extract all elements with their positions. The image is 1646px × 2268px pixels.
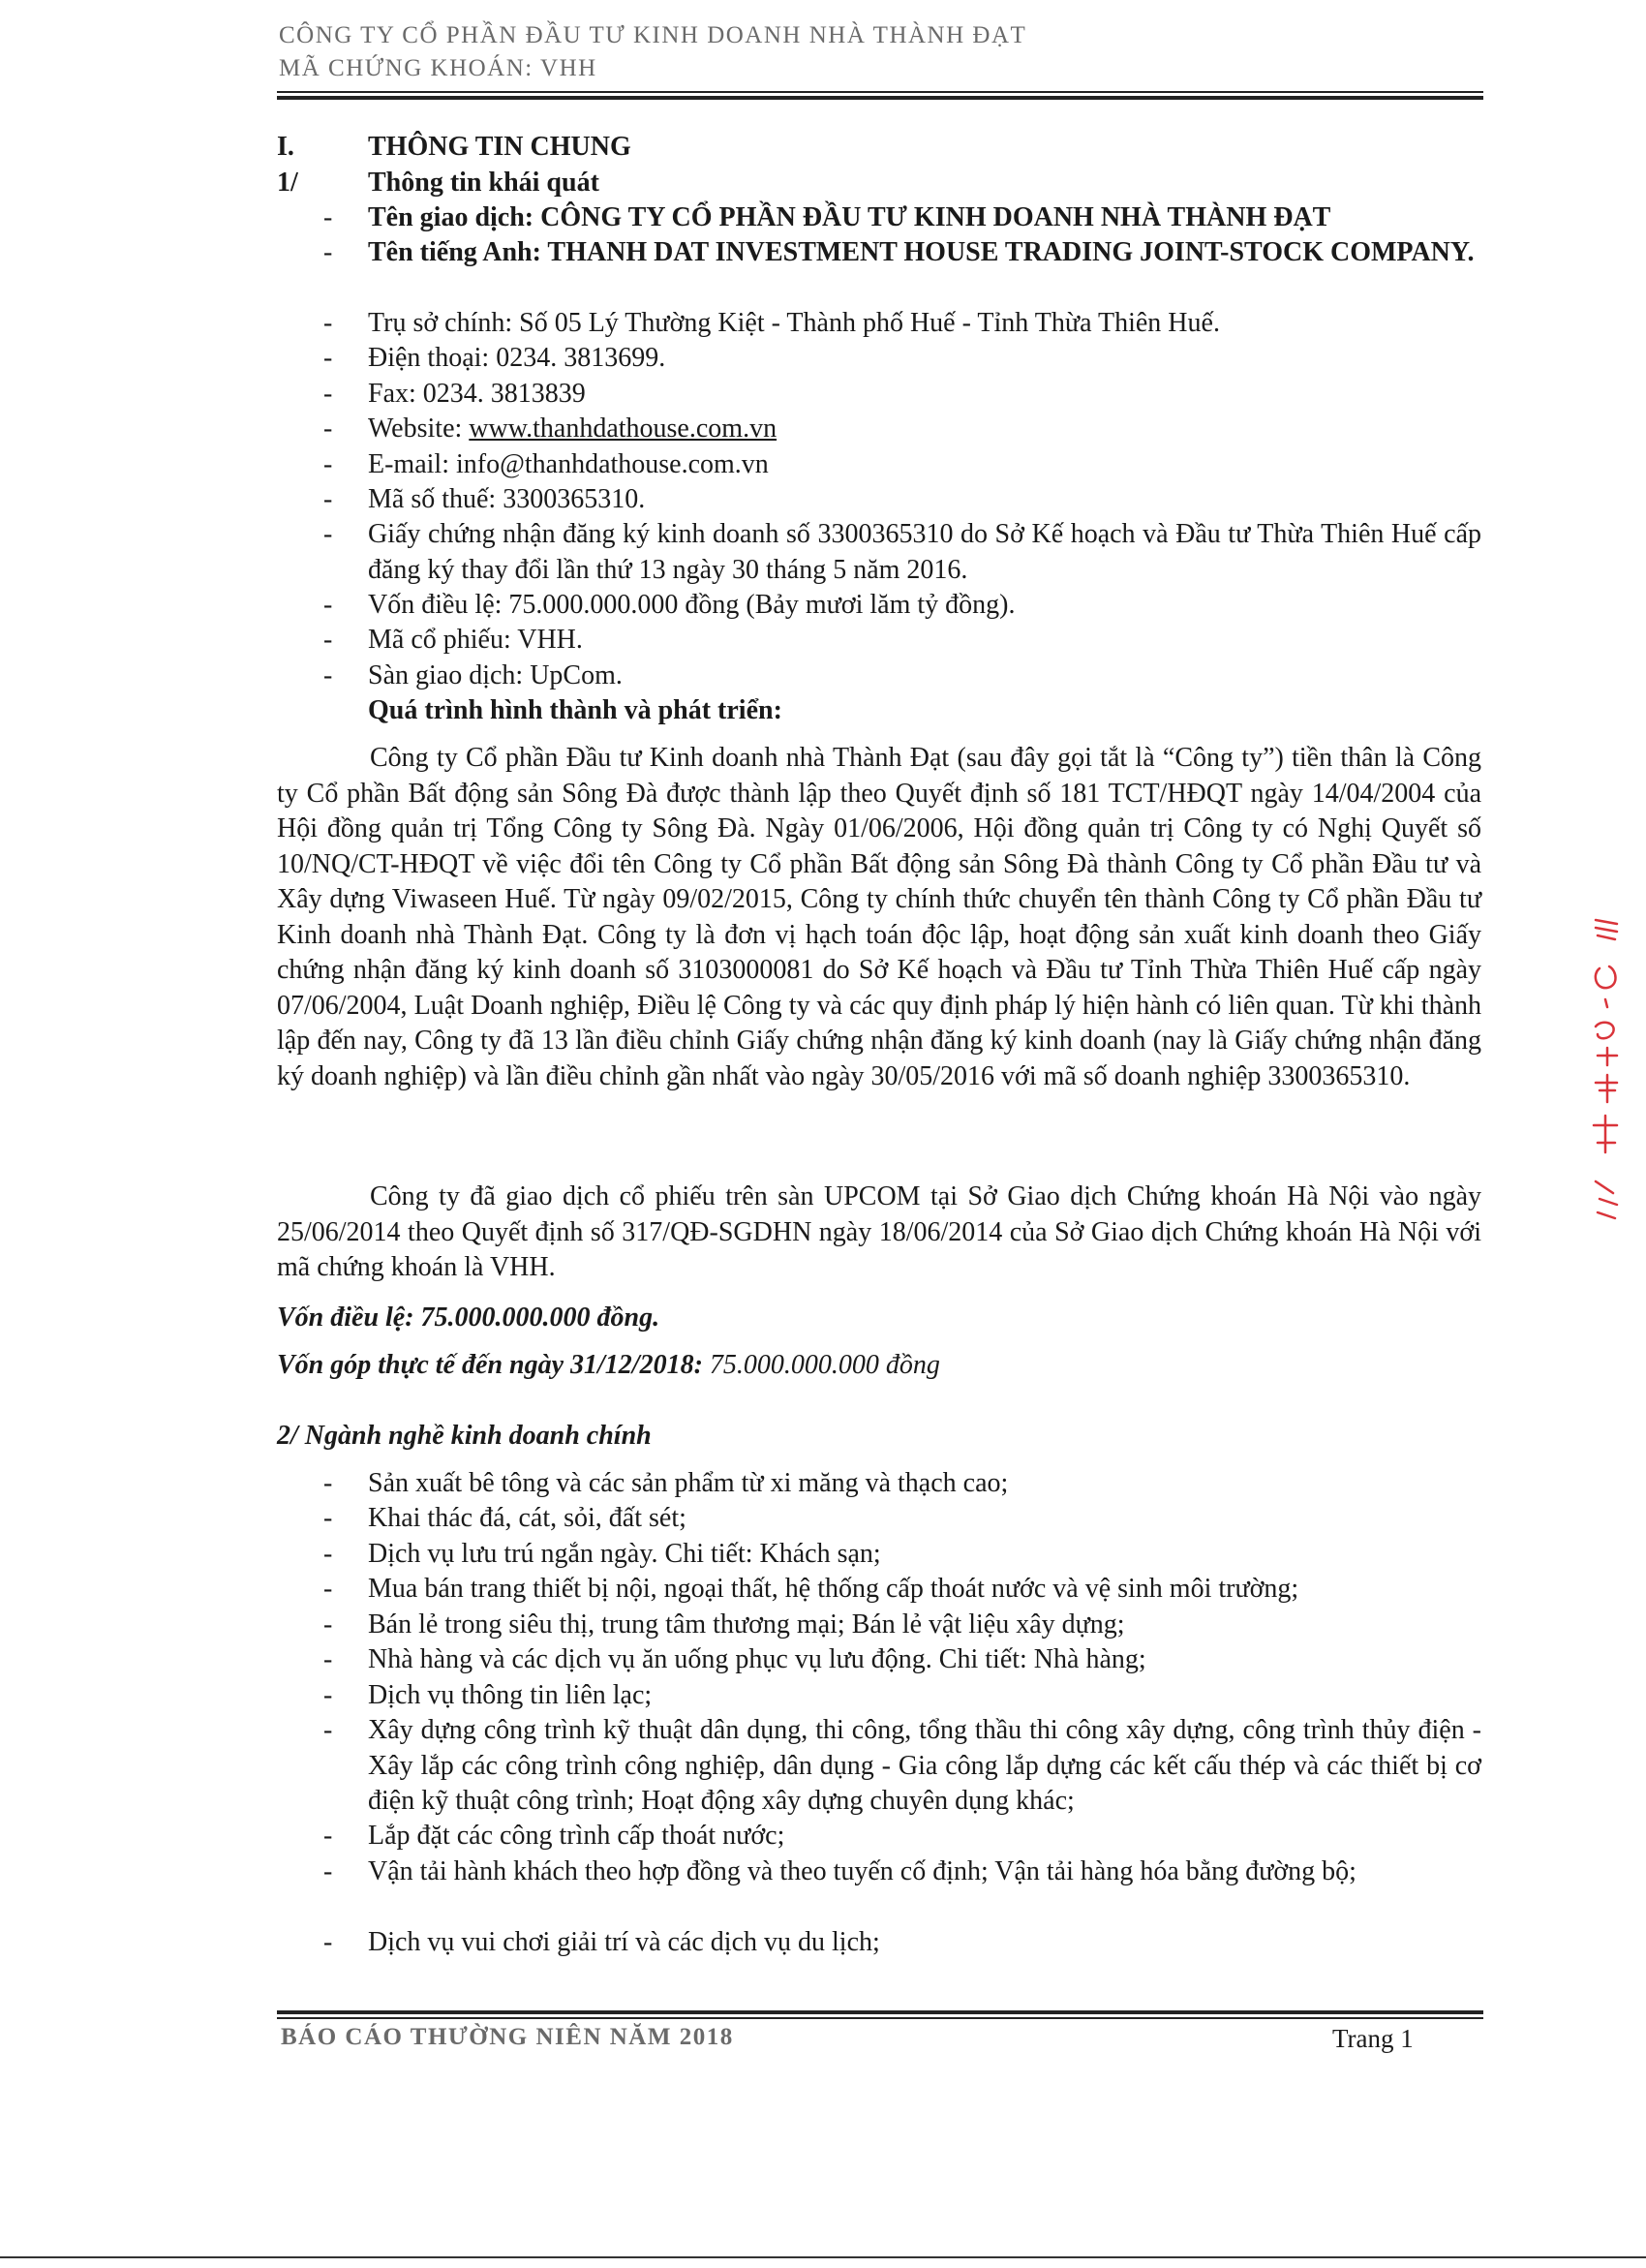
info-text: Vốn điều lệ: 75.000.000.000 đồng (Bảy mươi lăm tỷ đồng).: [368, 590, 1016, 620]
bullet-dash: -: [323, 202, 333, 232]
header-stock-code: MÃ CHỨNG KHOÁN: VHH: [279, 55, 597, 81]
bullet-dash: -: [323, 379, 333, 409]
section-title: THÔNG TIN CHUNG: [368, 132, 631, 162]
contributed-capital: [277, 1348, 940, 1384]
info-value: CÔNG TY CỔ PHẦN ĐẦU TƯ KINH DOANH NHÀ THÀNH ĐẠT: [540, 202, 1331, 232]
info-label: Website:: [368, 414, 470, 444]
footer-report-title: BÁO CÁO THƯỜNG NIÊN NĂM 2018: [281, 2024, 734, 2050]
business-item-text: Bán lẻ trong siêu thị, trung tâm thương mại; Bán lẻ vật liệu xây dựng;: [368, 1609, 1125, 1640]
bullet-dash: -: [323, 1574, 333, 1604]
info-text: Giấy chứng nhận đăng ký kinh doanh số 3300365310 do Sở Kế hoạch và Đầu tư Thừa Thiên Huế cấp đăng ký thay đổi lần thứ 13 ngày 30 tháng 5 năm 2016.: [368, 519, 1481, 585]
business-item-text: Dịch vụ lưu trú ngắn ngày. Chi tiết: Khách sạn;: [368, 1539, 881, 1569]
footer-rule: [277, 2010, 1483, 2019]
bullet-dash: -: [323, 1680, 333, 1710]
history-paragraph-2: Công ty đã giao dịch cổ phiếu trên sàn UPCOM tại Sở Giao dịch Chứng khoán Hà Nội vào ngày 25/06/2014 theo Quyết định số 317/QĐ-SGDHN ngày 18/06/2014 của Sở Giao dịch Chứng khoán Hà Nội với mã chứng khoán là VHH.: [277, 1181, 1481, 1282]
subsection-title: Thông tin khái quát: [368, 168, 599, 198]
bullet-dash: -: [323, 1644, 333, 1674]
page-header: [279, 19, 1479, 85]
bullet-dash: -: [323, 660, 333, 690]
bullet-dash: -: [323, 1927, 333, 1957]
bullet-dash: -: [323, 625, 333, 655]
scan-edge-line: [0, 2256, 1646, 2258]
info-label: Tên giao dịch:: [368, 202, 541, 232]
header-company: CÔNG TY CỔ PHẦN ĐẦU TƯ KINH DOANH NHÀ THÀNH ĐẠT: [279, 22, 1027, 48]
bullet-dash: -: [323, 1856, 333, 1886]
info-text: Mã cổ phiếu: VHH.: [368, 625, 583, 655]
business-item-text: Khai thác đá, cát, sỏi, đất sét;: [368, 1503, 686, 1533]
business-item-text: Lắp đặt các công trình cấp thoát nước;: [368, 1821, 785, 1851]
subsection-number: 1/: [277, 168, 298, 198]
business-heading: 2/ Ngành nghề kinh doanh chính: [277, 1421, 652, 1451]
header-rule: [277, 91, 1483, 100]
bullet-dash: -: [323, 590, 333, 620]
info-text: Mã số thuế: 3300365310.: [368, 484, 646, 514]
business-item-text: Mua bán trang thiết bị nội, ngoại thất, hệ thống cấp thoát nước và vệ sinh môi trường;: [368, 1574, 1299, 1604]
info-value: THANH DAT INVESTMENT HOUSE TRADING JOINT-STOCK COMPANY.: [547, 237, 1475, 267]
info-text: Điện thoại: 0234. 3813699.: [368, 343, 666, 373]
bullet-dash: -: [323, 1821, 333, 1851]
contributed-label: Vốn góp thực tế đến ngày 31/12/2018:: [277, 1350, 703, 1380]
info-text: Fax: 0234. 3813839: [368, 379, 586, 409]
business-item-text: Dịch vụ thông tin liên lạc;: [368, 1680, 653, 1710]
website-link[interactable]: www.thanhdathouse.com.vn: [469, 414, 777, 444]
contributed-value: 75.000.000.000 đồng: [702, 1350, 940, 1380]
info-text: Trụ sở chính: Số 05 Lý Thường Kiệt - Thành phố Huế - Tỉnh Thừa Thiên Huế.: [368, 308, 1220, 338]
bullet-dash: -: [323, 343, 333, 373]
history-paragraph-1: Công ty Cổ phần Đầu tư Kinh doanh nhà Thành Đạt (sau đây gọi tắt là “Công ty”) tiền thân là Công ty Cổ phần Bất động sản Sông Đà được thành lập theo Quyết định số 181 TCT/HĐQT ngày 14/04/2004 của Hội đồng quản trị Tổng Công ty Sông Đà. Ngày 01/06/2006, Hội đồng quản trị Công ty có Nghị Quyết số 10/NQ/CT-HĐQT về việc đổi tên Công ty Cổ phần Bất động sản Sông Đà thành Công ty Cổ phần Đầu tư và Xây dựng Viwaseen Huế. Từ ngày 09/02/2015, Công ty chính thức chuyển tên thành Công ty Cổ phần Đầu tư Kinh doanh nhà Thành Đạt. Công ty là đơn vị hạch toán độc lập, hoạt động sản xuất kinh doanh theo Giấy chứng nhận đăng ký kinh doanh số 3103000081 do Sở Kế hoạch và Đầu tư Tỉnh Thừa Thiên Huế cấp ngày 07/06/2004, Luật Doanh nghiệp, Điều lệ Công ty và các quy định pháp lý hiện hành có liên quan. Từ khi thành lập đến nay, Công ty đã 13 lần điều chỉnh Giấy chứng nhận đăng ký kinh doanh (nay là Giấy chứng nhận đăng ký doanh nghiệp) và lần điều chỉnh gần nhất vào ngày 30/05/2016 với mã số doanh nghiệp 3300365310.: [277, 743, 1481, 1091]
bullet-dash: -: [323, 1468, 333, 1498]
charter-capital: Vốn điều lệ: 75.000.000.000 đồng.: [277, 1303, 660, 1333]
handwritten-stamp-icon: [1588, 910, 1627, 1230]
bullet-dash: -: [323, 414, 333, 444]
bullet-dash: -: [323, 449, 333, 479]
business-item-text: Nhà hàng và các dịch vụ ăn uống phục vụ lưu động. Chi tiết: Nhà hàng;: [368, 1644, 1146, 1674]
bullet-dash: -: [323, 1539, 333, 1569]
bullet-dash: -: [323, 308, 333, 338]
bullet-dash: -: [323, 484, 333, 514]
bullet-dash: -: [323, 1609, 333, 1640]
business-item-text: Vận tải hành khách theo hợp đồng và theo tuyến cố định; Vận tải hàng hóa bằng đường bộ;: [368, 1856, 1356, 1886]
footer-page-number: Trang 1: [1332, 2024, 1414, 2053]
bullet-dash: -: [323, 1715, 333, 1745]
bullet-dash: -: [323, 237, 333, 267]
history-title: Quá trình hình thành và phát triển:: [368, 695, 782, 725]
business-item-text: Dịch vụ vui chơi giải trí và các dịch vụ du lịch;: [368, 1927, 880, 1957]
info-text: E-mail: info@thanhdathouse.com.vn: [368, 449, 769, 479]
info-text: Sàn giao dịch: UpCom.: [368, 660, 623, 690]
section-number: I.: [277, 132, 294, 162]
business-item-text: Xây dựng công trình kỹ thuật dân dụng, thi công, tổng thầu thi công xây dựng, công trình thủy điện - Xây lắp các công trình công nghiệp, dân dụng - Gia công lắp dựng các kết cấu thép và các thiết bị cơ điện kỹ thuật công trình; Hoạt động xây dựng chuyên dụng khác;: [368, 1715, 1481, 1816]
info-label: Tên tiếng Anh:: [368, 237, 548, 267]
bullet-dash: -: [323, 519, 333, 549]
business-item-text: Sản xuất bê tông và các sản phẩm từ xi măng và thạch cao;: [368, 1468, 1009, 1498]
bullet-dash: -: [323, 1503, 333, 1533]
